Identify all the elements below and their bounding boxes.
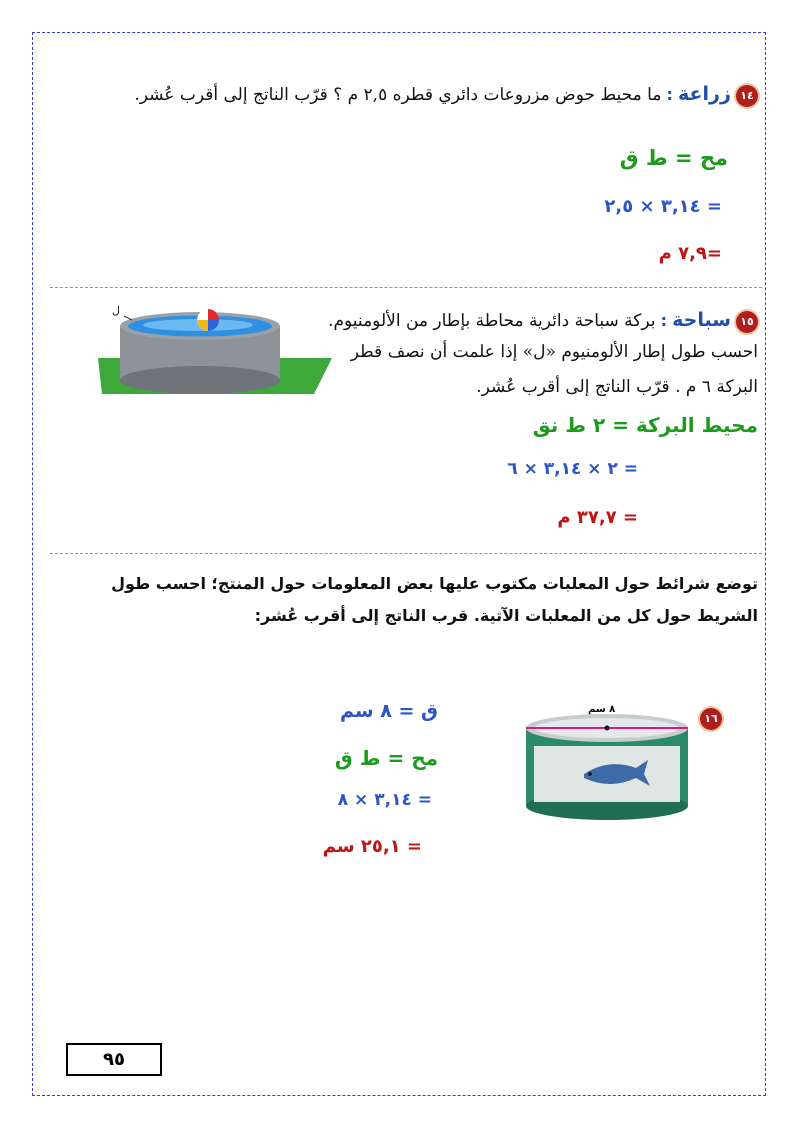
instruction-line-1: توضع شرائط حول المعلبات مكتوب عليها بعض المعلومات حول المنتج؛ احسب طول [111, 574, 758, 593]
q16-formula: مح = ط ق [334, 746, 438, 770]
question-text-line-3: البركة ٦ م . قرّب الناتج إلى أقرب عُشر. [476, 377, 758, 397]
can-illustration [524, 706, 690, 824]
question-15 [328, 309, 758, 333]
question-text: ما محيط حوض مزروعات دائري قطره ٢,٥ م ؟ قرّب الناتج إلى أقرب عُشر. [134, 85, 662, 105]
label-colon: : [660, 311, 668, 330]
question-number-badge: ١٥ [736, 311, 758, 333]
question-text-line-2: احسب طول إطار الألومنيوم «ل» إذا علمت أن نصف قطر [350, 342, 758, 362]
question-text-line-1: بركة سباحة دائرية محاطة بإطار من الألومنيوم. [328, 311, 656, 331]
q14-formula: مح = ط ق [619, 146, 728, 170]
q15-formula: محيط البركة = ٢ ط نق [532, 413, 758, 437]
q16-substitution: = ٣,١٤ × ٨ [337, 790, 432, 810]
question-label: سباحة [672, 309, 731, 331]
section-divider [50, 553, 762, 554]
q14-answer: =٧,٩ م [658, 243, 722, 264]
label-colon: : [666, 85, 673, 104]
pool-label-l: ل [112, 304, 120, 317]
q15-substitution: = ٢ × ٣,١٤ × ٦ [507, 459, 638, 479]
question-label: زراعة [678, 83, 731, 105]
q15-answer: = ٣٧,٧ م [557, 507, 638, 528]
instruction-line-2: الشريط حول كل من المعلبات الآتية. قرب الناتج إلى أقرب عُشر: [254, 606, 758, 625]
question-14 [134, 83, 758, 107]
q16-given: ق = ٨ سم [340, 700, 438, 722]
question-number-badge: ١٤ [736, 85, 758, 107]
page-frame [32, 32, 766, 1096]
q16-answer: = ٢٥,١ سم [322, 836, 422, 857]
question-16 [700, 708, 722, 730]
q14-substitution: = ٣,١٤ × ٢,٥ [604, 196, 722, 217]
pool-illustration [98, 298, 332, 398]
question-number-badge: ١٦ [700, 708, 722, 730]
page-number: ٩٥ [66, 1043, 162, 1076]
can-diameter-label: ٨ سم [588, 704, 616, 715]
section-divider [50, 287, 762, 288]
